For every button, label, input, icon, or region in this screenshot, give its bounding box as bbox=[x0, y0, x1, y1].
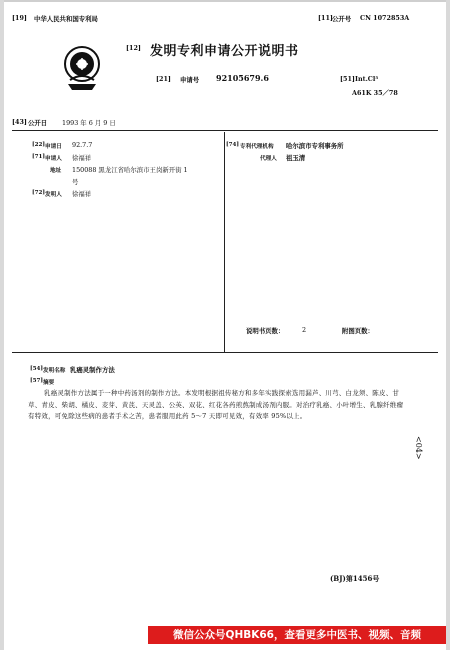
inventor-code: [72] bbox=[32, 190, 46, 196]
title-code: [12] bbox=[126, 44, 141, 52]
application-code: [21] bbox=[156, 75, 171, 83]
page-frame-top bbox=[0, 0, 450, 2]
ipc-label: Int.Cl⁵ bbox=[355, 75, 379, 83]
filing-value: 92.7.7 bbox=[72, 141, 93, 149]
country-name: 中华人民共和国专利局 bbox=[34, 15, 98, 23]
agency-code: [74] bbox=[226, 142, 240, 148]
applicant-code: [71] bbox=[32, 154, 46, 160]
address-line-1: 150088 黑龙江省哈尔滨市王岗新开街 1 bbox=[72, 166, 188, 174]
figure-pages-label: 附图页数： bbox=[342, 327, 374, 335]
invention-label: 发明名称 bbox=[43, 368, 66, 374]
applicant-label: 申请人 bbox=[45, 156, 62, 162]
wechat-banner: 微信公众号QHBK66，查看更多中医书、视频、音频 bbox=[148, 626, 446, 644]
abstract-text: 乳癌灵制作方法属于一种中药汤剂的制作方法。本发明根据祖传秘方和多年实践探索选用漏芦、川芎、白龙须、陈皮、甘草、青皮、柴胡、橘皮、麦芽、黄芪、天灵盖、公英、双花、红花各药煎熬制成汤剂内服。对治疗乳癌、小叶增生、乳腺纤维瘤有特效，可免除这些病的患者手术之苦，患者服用此药 5～7 天即可见效，有效率 95%以上。 bbox=[28, 389, 404, 421]
page-frame-right bbox=[446, 0, 450, 650]
address-label: 地址 bbox=[50, 168, 62, 174]
ipc-code: [51] bbox=[340, 75, 355, 83]
column-divider bbox=[224, 132, 225, 352]
pubdate-code: [43] bbox=[12, 118, 27, 126]
page-frame-left bbox=[0, 0, 4, 650]
pub-code: [11] bbox=[318, 14, 333, 22]
address-line-2: 号 bbox=[72, 178, 79, 186]
agent-label: 代理人 bbox=[260, 156, 277, 162]
side-page-mark: <04> bbox=[414, 436, 423, 460]
agent-name: 祖玉清 bbox=[286, 154, 306, 162]
pages-value: 2 bbox=[302, 326, 307, 334]
abstract-label: 摘要 bbox=[43, 380, 55, 386]
national-emblem-icon bbox=[62, 44, 102, 94]
agency-label: 专利代理机构 bbox=[240, 144, 274, 150]
pubdate-label: 公开日 bbox=[28, 119, 48, 127]
application-label: 申请号 bbox=[180, 76, 200, 84]
invention-name: 乳癌灵制作方法 bbox=[70, 366, 115, 374]
inventor-label: 发明人 bbox=[45, 192, 62, 198]
pubdate-value: 1993 年 6 月 9 日 bbox=[62, 119, 116, 127]
invention-code: [54] bbox=[30, 366, 44, 372]
footer-code: (BJ)第1456号 bbox=[330, 574, 380, 583]
abstract-body bbox=[28, 388, 404, 423]
country-code: [19] bbox=[12, 14, 27, 22]
pub-label: 公开号 bbox=[332, 15, 352, 23]
header-rule bbox=[12, 130, 438, 131]
document-title: 发明专利申请公开说明书 bbox=[150, 44, 299, 59]
agency-name: 哈尔滨市专利事务所 bbox=[286, 142, 344, 150]
pub-number: CN 1072853A bbox=[360, 14, 410, 22]
section-rule bbox=[12, 352, 438, 353]
abstract-code: [57] bbox=[30, 378, 44, 384]
application-number: 92105679.6 bbox=[216, 73, 269, 83]
filing-code: [22] bbox=[32, 142, 46, 148]
ipc-value: A61K 35／78 bbox=[352, 89, 398, 97]
inventor-name: 徐福祥 bbox=[72, 190, 92, 198]
applicant-name: 徐福祥 bbox=[72, 154, 92, 162]
filing-label: 申请日 bbox=[45, 144, 62, 150]
pages-label: 说明书页数： bbox=[246, 327, 285, 335]
